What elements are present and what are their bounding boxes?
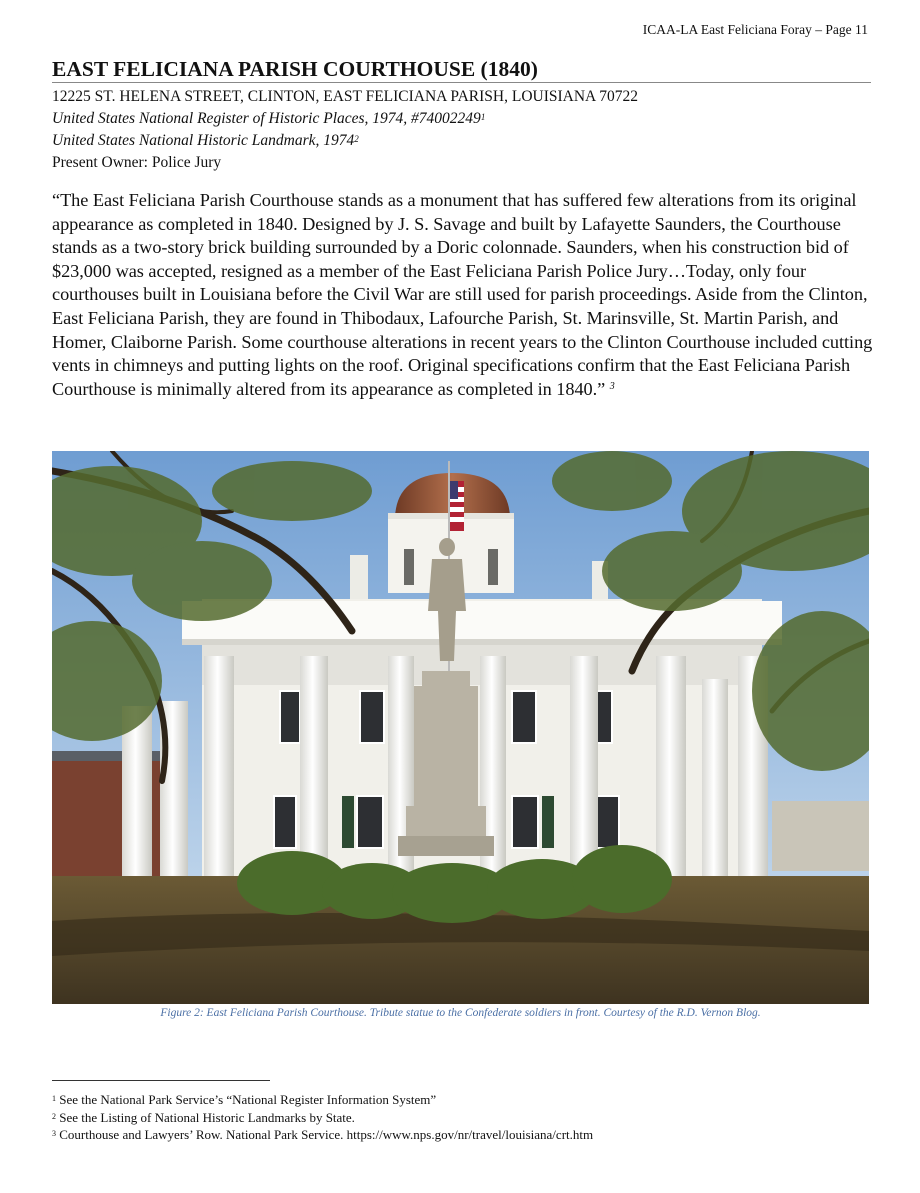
page-title: EAST FELICIANA PARISH COURTHOUSE (1840) bbox=[52, 56, 871, 83]
quote-paragraph: “The East Feliciana Parish Courthouse stands as a monument that has suffered few alterations from its original appearance as completed in 1840. Designed by J. S. Savage and built by Lafayette Saunders, the Courthouse stands as a two-story brick building surrounded by a Doric colonnade. Saunders, when his construction bid of $23,000 was accepted, resigned as a member of the East Feliciana Parish Police Jury…Today, only four courthouses built in Louisiana before the Civil War are still used for parish proceedings. Aside from the Clinton, East Feliciana Parish, they are found in Thibodaux, Lafourche Parish, St. Marinsville, St. Martin Parish, and Homer, Claiborne Parish. Some courthouse alterations in recent years to the Clinton Courthouse included cutting vents in chimneys and putting lights on the roof. Original specifications confirm that the East Feliciana Parish Courthouse is minimally altered from its appearance as completed in 1840.” $^3$ bbox=[52, 190, 873, 399]
figure-caption: Figure 2: East Feliciana Parish Courthouse. Tribute statue to the Confederate soldiers in front. Courtesy of the R.D. Vernon Blog. bbox=[160, 1007, 761, 1019]
footnote-1: $^1$ See the National Park Service’s “National Register Information System” bbox=[52, 1092, 437, 1107]
footnote-ref-1[interactable]: 1 bbox=[480, 112, 486, 122]
american-flag bbox=[450, 481, 464, 531]
footnote-ref-3[interactable]: 3 bbox=[609, 380, 615, 392]
register-line: United States National Register of Historic Places, 1974, #74002249$^1$ bbox=[52, 110, 486, 127]
footnote-divider bbox=[52, 1080, 270, 1081]
left-building bbox=[52, 761, 172, 876]
property-metadata bbox=[52, 86, 871, 174]
address-line: 12225 ST. HELENA STREET, CLINTON, EAST FELICIANA PARISH, LOUISIANA 70722 bbox=[52, 88, 639, 105]
footnotes bbox=[52, 1091, 871, 1144]
running-header: ICAA-LA East Feliciana Foray – Page 11 bbox=[642, 22, 868, 37]
owner-line: Present Owner: Police Jury bbox=[52, 154, 222, 171]
courthouse-photo bbox=[52, 451, 869, 1004]
chimney bbox=[350, 555, 368, 603]
footnote-ref-2[interactable]: 2 bbox=[354, 134, 359, 144]
landmark-line: United States National Historic Landmark, 1974$^2$ bbox=[52, 132, 359, 149]
footnote-2: $^2$ See the Listing of National Historic Landmarks by State. bbox=[52, 1109, 355, 1125]
footnote-3: $^3$ Courthouse and Lawyers’ Row. National Park Service. https://www.nps.gov/nr/travel/louisiana/crt.htm bbox=[52, 1127, 594, 1142]
